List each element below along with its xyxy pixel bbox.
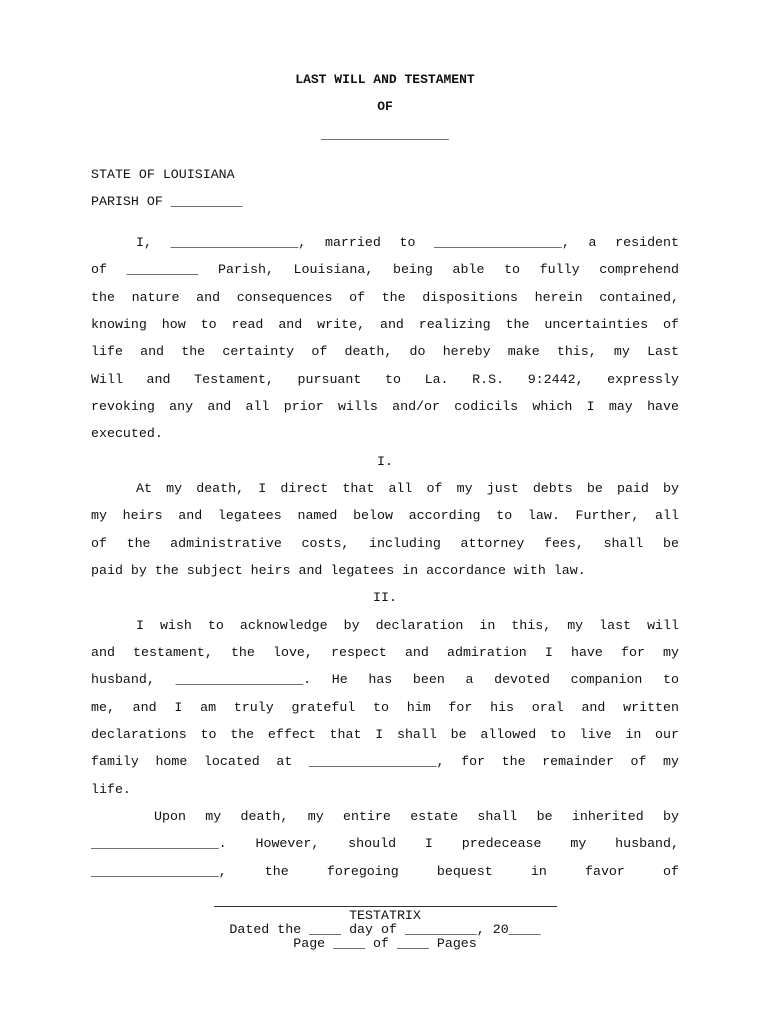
paragraph-1-line: I, ________________, married to ________________, a resident xyxy=(136,235,679,250)
signature-label: TESTATRIX xyxy=(349,908,421,923)
paragraph-3-line: me, and I am truly grateful to him for his oral and written xyxy=(91,700,679,715)
paragraph-1-line: knowing how to read and write, and realizing the uncertainties of xyxy=(91,317,679,332)
paragraph-2-line: my heirs and legatees named below according to law. Further, all xyxy=(91,508,679,523)
paragraph-3-line: life. xyxy=(91,782,131,797)
paragraph-1-line: revoking any and all prior wills and/or codicils which I may have xyxy=(91,399,679,414)
section-heading-2: II. xyxy=(373,590,397,605)
section-heading-1: I. xyxy=(377,454,393,469)
document-title: LAST WILL AND TESTAMENT xyxy=(295,72,475,87)
testator-name-blank: ________________ xyxy=(321,127,449,142)
paragraph-2-line: of the administrative costs, including attorney fees, shall be xyxy=(91,536,679,551)
signature-line xyxy=(214,906,557,907)
paragraph-1-line: the nature and consequences of the dispositions herein contained, xyxy=(91,290,679,305)
paragraph-3-line: declarations to the effect that I shall be allowed to live in our xyxy=(91,727,679,742)
page-count-line: Page ____ of ____ Pages xyxy=(293,936,477,951)
parish-line: PARISH OF _________ xyxy=(91,194,243,209)
paragraph-4-line: ________________, the foregoing bequest in favor of xyxy=(91,864,679,879)
paragraph-2-line: paid by the subject heirs and legatees in accordance with law. xyxy=(91,563,586,578)
document-title-of: OF xyxy=(377,99,393,114)
paragraph-2-line: At my death, I direct that all of my just debts be paid by xyxy=(136,481,679,496)
paragraph-1-line: executed. xyxy=(91,426,163,441)
paragraph-3-line: family home located at ________________, for the remainder of my xyxy=(91,754,679,769)
paragraph-3-line: I wish to acknowledge by declaration in this, my last will xyxy=(136,618,679,633)
paragraph-1-line: of _________ Parish, Louisiana, being able to fully comprehend xyxy=(91,262,679,277)
paragraph-3-line: husband, ________________. He has been a devoted companion to xyxy=(91,672,679,687)
dated-line: Dated the ____ day of _________, 20____ xyxy=(229,922,541,937)
paragraph-4-line: Upon my death, my entire estate shall be inherited by xyxy=(154,809,679,824)
state-line: STATE OF LOUISIANA xyxy=(91,167,235,182)
paragraph-4-line: ________________. However, should I predecease my husband, xyxy=(91,836,679,851)
paragraph-1-line: Will and Testament, pursuant to La. R.S. 9:2442, expressly xyxy=(91,372,679,387)
paragraph-3-line: and testament, the love, respect and admiration I have for my xyxy=(91,645,679,660)
paragraph-1-line: life and the certainty of death, do hereby make this, my Last xyxy=(91,344,679,359)
